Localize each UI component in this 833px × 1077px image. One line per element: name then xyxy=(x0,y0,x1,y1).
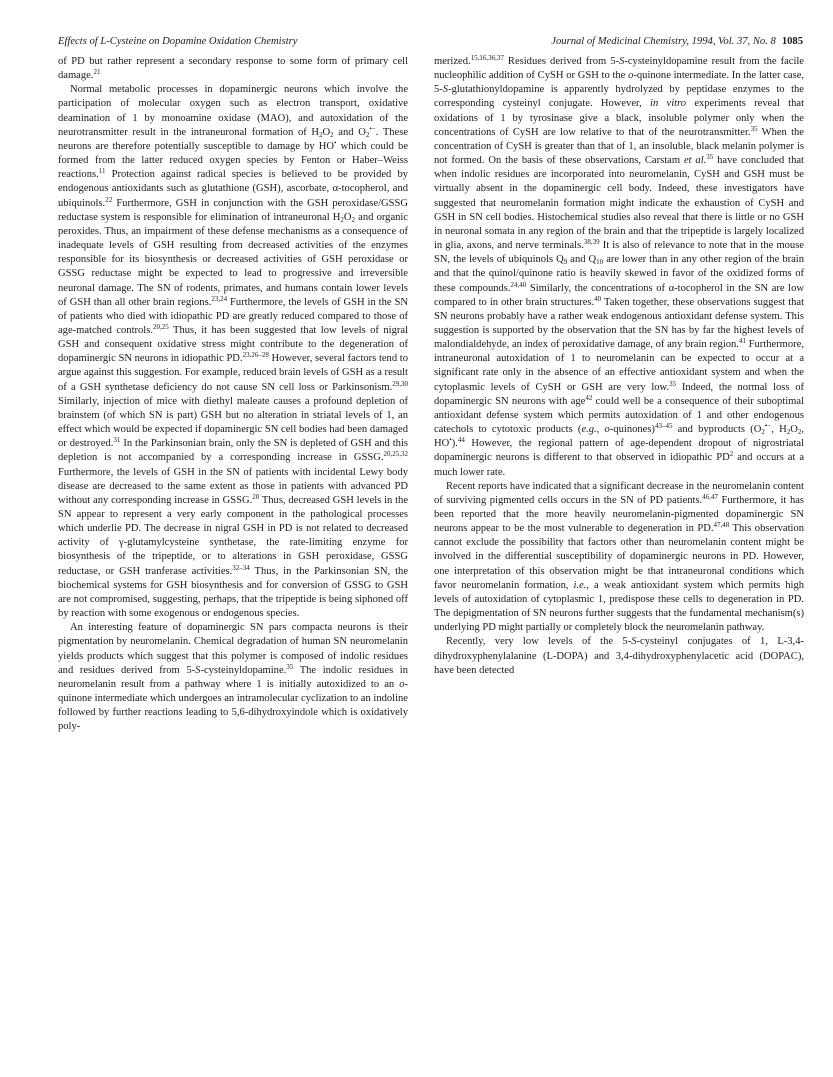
running-header xyxy=(58,34,803,50)
paragraph: merized.$^{15,16,36,37}$ Residues derived from 5-S-cysteinyldopamine result from the facile nucleophilic addition of CySH or GSH to the o-quinone intermediate. In the latter case, 5-S-glutathionyldopamine is apparently hydrolyzed by peptidase enzymes to the corresponding cysteinyl conjugate. However, in vitro experiments reveal that oxidations of 1 by tyrosinase give a black, insoluble polymer only when the concentrations of CySH are low relative to that of the neurotransmitter.$^{35}$ When the concentration of CySH is greater than that of 1, an insoluble, black melanin polymer is not formed. On the basis of these observations, Carstam et al.$^{35}$ have concluded that when indolic residues are incorporated into neuromelanin, CySH and GSH must be virtually absent in the dopaminergic cell body. Indeed, these investigators have suggested that neuromelanin formation might indicate the exhaustion of CySH and GSH in SN cell bodies. Histochemical studies also reveal that there is little or no GSH in neuronal somata in any region of the brain and that the tripeptide is largely localized in glia, axons, and nerve terminals.$^{38,39}$ It is also of relevance to note that in the mouse SN, the levels of ubiquinols $Q_9$ and $Q_{10}$ are lower than in any other region of the brain and that the quinol/quinone ratio is heavily skewed in favor of the oxidized forms of these compounds.$^{24,40}$ Similarly, the concentrations of α-tocopherol in the SN are low compared to in other brain structures.$^{40}$ Taken together, these observations suggest that SN neurons probably have a rather weak endogenous antioxidant defense system. This suggestion is supported by the observation that the SN has by far the highest levels of malondialdehyde, an index of peroxidative damage, of any brain region.$^{41}$ Furthermore, intraneuronal autoxidation of 1 to neuromelanin can be expected to occur at a significant rate only in the absence of an effective antioxidant system and when the cytoplasmic levels of CySH or GSH are very low.$^{35}$ Indeed, the normal loss of dopaminergic SN neurons with age$^{42}$ could well be a consequence of their suboptimal antioxidant defense system which permits autoxidation of 1 and other endogenous catechols to cytotoxic products (e.g., o-quinones)$^{43-45}$ and byproducts ($O_2^{•-}$, $H_2O_2$, HO•).$^{44}$ However, the regional pattern of age-dependent dropout of nigrostriatal dopaminergic neurons is different to that observed in idiopathic $PD^2$ and occurs at a much lower rate. xyxy=(434,54,805,478)
paragraph: An interesting feature of dopaminergic SN pars compacta neurons is their pigmentation by neuromelanin. Chemical degradation of human SN neuromelanin yields products which suggest that this polymer is composed of indolic residues and residues derived from 5-S-cysteinyldopamine.$^{35}$ The indolic residues in neuromelanin result from a pathway where 1 is initially autoxidized to an o-quinone intermediate which undergoes an intramolecular cyclization to an indoline followed by further reactions leading to 5,6-dihydroxyindole which is oxidatively poly- xyxy=(58,622,409,733)
header-article-title: Effects of L-Cysteine on Dopamine Oxidation Chemistry xyxy=(58,36,298,47)
left-column xyxy=(58,55,408,735)
page-number: 1085 xyxy=(781,36,803,47)
right-column xyxy=(434,55,804,678)
paragraph: of PD but rather represent a secondary response to some form of primary cell damage.$^{21}$ xyxy=(58,56,408,82)
paragraph: Recent reports have indicated that a significant decrease in the neuromelanin content of surviving pigmented cells occurs in the SN of PD patients.$^{46,47}$ Furthermore, it has been reported that the more heavily neuromelanin-pigmented dopaminergic SN neurons appear to be the most vulnerable to degeneration in PD.$^{47,48}$ This observation cannot exclude the possibility that factors other than neuromelanin content might be involved in the differential susceptibility of dopaminergic neurons in PD. However, one interpretation of this observation might be that intraneuronal conditions which favor neuromelanin formation, i.e., a weak antioxidant system which permits high levels of autoxidation of cytoplasmic 1, predispose these cells to degeneration in PD. The depigmentation of SN neurons further suggests that the fundamental mechanism(s) underlying PD might partially or completely block the neuromelanin pathway. xyxy=(434,480,805,634)
paragraph: Recently, very low levels of the 5-S-cysteinyl conjugates of 1, L-3,4-dihydroxyphenylalanine (L-DOPA) and 3,4-dihydroxyphenylacetic acid (DOPAC), have been detected xyxy=(434,636,804,676)
header-journal: Journal of Medicinal Chemistry, 1994, Vol. 37, No. 8 xyxy=(551,36,776,47)
header-journal-citation xyxy=(551,34,803,50)
paragraph: Normal metabolic processes in dopaminergic neurons which involve the participation of molecular oxygen such as electron transport, oxidative deamination of 1 by monoamine oxidase (MAO), and autoxidation of the neurotransmitter result in the intraneuronal formation of $H_2O_2$ and $O_2^{•-}$. These neurons are therefore potentially susceptible to damage by HO• which could be formed from the latter reduced oxygen species by Fenton or Haber–Weiss reactions.$^{11}$ Protection against radical species is believed to be provided by endogenous antioxidants such as glutathione (GSH), ascorbate, α-tocopherol, and ubiquinols.$^{22}$ Furthermore, GSH in conjunction with the GSH peroxidase/GSSG reductase system is responsible for elimination of intraneuronal $H_2O_2$ and organic peroxides. Thus, an impairment of these defense mechanisms as a consequence of inadequate levels of GSH resulting from decreased activities of the enzymes responsible for its biosynthesis or decreased activities of GSH peroxidase or GSSG reductase might be expected to lead to progressive and irreversible neuronal damage. The SN of rodents, primates, and humans contain lower levels of GSH than all other brain regions.$^{23,24}$ Furthermore, the levels of GSH in the SN of patients who died with idiopathic PD are greatly reduced compared to those of age-matched controls.$^{20,25}$ Thus, it has been suggested that low levels of nigral GSH and consequent oxidative stress might contribute to the degeneration of dopaminergic SN neurons in idiopathic PD.$^{23,26-28}$ However, several factors tend to argue against this suggestion. For example, reduced brain levels of GSH as a result of a GSH synthetase deficiency do not cause SN cell loss or Parkinsonism.$^{29,30}$ Similarly, injection of mice with diethyl maleate causes a profound depletion of brainstem (of which SN is part) GSH but no alteration in striatal levels of 1, an effect which would be expected if dopaminergic SN cell bodies had been damaged or destroyed.$^{31}$ In the Parkinsonian brain, only the SN is depleted of GSH and this depletion is not accompanied by a corresponding increase in GSSG.$^{20,25,32}$ Furthermore, the levels of GSH in the SN of patients with incidental Lewy body disease are decreased to the same extent as those in patients with advanced PD without any corresponding increase in GSSG.$^{20}$ Thus, decreased GSH levels in the SN appear to represent a very early component in the pathological processes which underlie PD. The decrease in nigral GSH in PD is not related to decreased activity of γ-glutamylcysteine synthetase, the rate-limiting enzyme for biosynthesis of the tripeptide, or to alterations in GSH peroxidase, GSSG reductase, or GSH tranferase activities.$^{32-34}$ Thus, in the Parkinsonian SN, the biochemical systems for GSH biosynthesis and for conversion of GSSG to GSH are not compromised, suggesting, perhaps, that the tripeptide is being siphoned off by reaction with some exogenous or endogenous species. xyxy=(58,84,409,620)
